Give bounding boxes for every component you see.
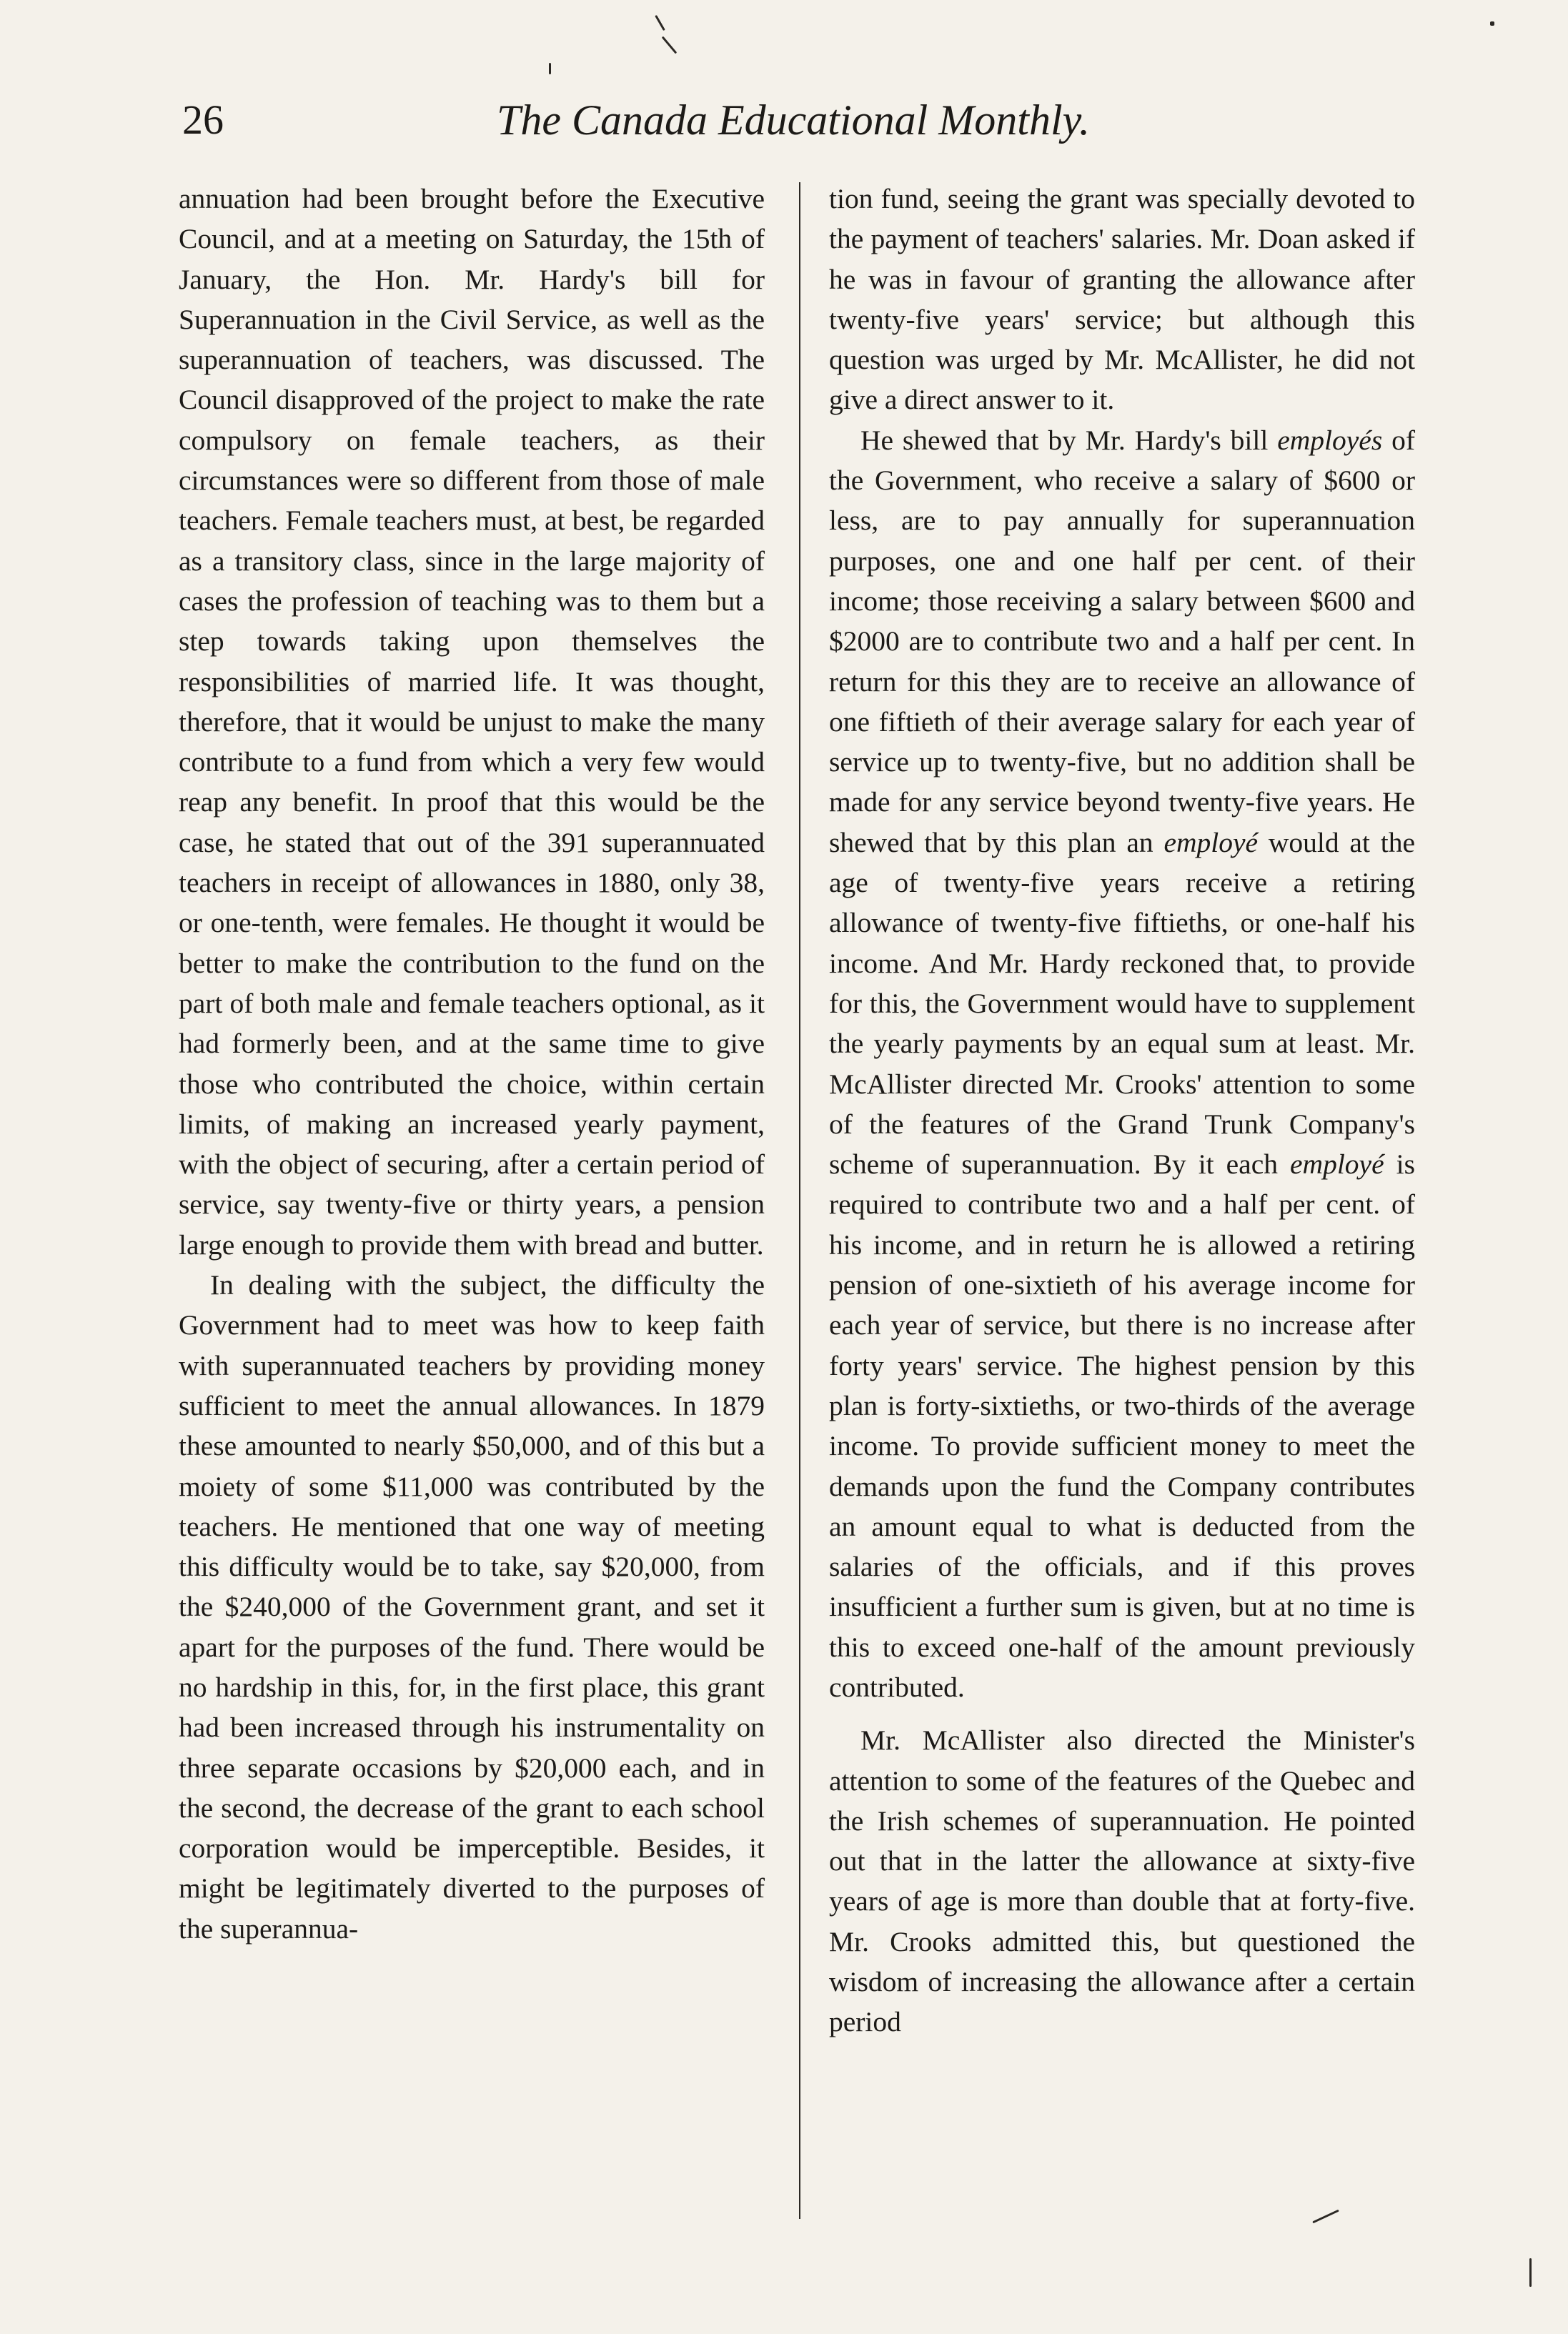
running-title: The Canada Educational Monthly. [497, 96, 1090, 144]
paragraph: In dealing with the subject, the difficulty the Government had to meet was how to keep faith with superannuated teachers by providing money sufficient to meet the annual allowances. In 1879 these amounted to nearly $50,000, and of this but a moiety of some $11,000 was contributed by the teachers. He mentioned that one way of meeting this difficulty would be to take, say $20,000, from the $240,000 of the Government grant, and set it apart for the purposes of the fund. There would be no hardship in this, for, in the first place, this grant had been increased through his instrumentality on three separate occasions by $20,000 each, and in the second, the decrease of the grant to each school corporation would be imperceptible. Besides, it might be legitimately diverted to the purposes of the superannua- [179, 1269, 765, 1945]
scan-mark [655, 15, 665, 31]
paragraph: Mr. McAllister also directed the Minister's attention to some of the features of the Quebec and the Irish schemes of superannuation. He pointed out that in the latter the allowance at sixty-five years of age is more than double that at forty-five. Mr. Crooks admitted this, but questioned the wisdom of increasing the allowance after a certain period [829, 1724, 1415, 2038]
scan-mark [1312, 2210, 1339, 2224]
text-run: would at the age of twenty-five years receive a retiring allowance of twenty-five fiftieths, or one-half his income. And Mr. Hardy reckoned that, to provide for this, the Government would have to supplement the yearly payments by an equal sum at least. Mr. McAllister directed Mr. Crooks' attention to some of the features of the Grand Trunk Company's scheme of superannuation. By it each [829, 826, 1415, 1181]
scan-mark [1529, 2258, 1532, 2287]
scan-mark [549, 63, 551, 74]
paragraph: tion fund, seeing the grant was specially devoted to the payment of teachers' salaries. Mr. Doan asked if he was in favour of granting the allowance after twenty-five years' service; but although this question was urged by Mr. McAllister, he did not give a direct answer to it. [829, 183, 1415, 416]
right-column [829, 179, 1415, 2042]
page-header [182, 91, 1419, 163]
column-divider [799, 182, 800, 2219]
scan-mark [662, 36, 678, 54]
text-run: of the Government, who receive a salary of $600 or less, are to pay annually for superannuation purposes, one and one half per cent. of their income; those receiving a salary between $600 and $2000 are to contribute two and a half per cent. In return for this they are to receive an allowance of one fiftieth of their average salary for each year of service up to twenty-five, but no addition shall be made for any service beyond twenty-five years. He shewed that by this plan an [829, 424, 1415, 858]
left-column [179, 179, 765, 1949]
text-run: He shewed that by Mr. Hardy's bill [860, 424, 1278, 456]
text-run: is required to contribute two and a half per cent. of his income, and in return he is allowed a retiring pension of one-sixtieth of his average income for each year of service, but there is no increase after forty years' service. The highest pension by this plan is forty-sixtieths, or two-thirds of the average income. To provide sufficient money to meet the demands upon the fund the Company contributes an amount equal to what is deducted from the salaries of the officials, and if this proves insufficient a further sum is given, but at no time is this to exceed one-half of the amount previously contributed. [829, 1148, 1415, 1703]
italic-term: employés [1277, 424, 1383, 456]
paragraph: annuation had been brought before the Executive Council, and at a meeting on Saturday, the 15th of January, the Hon. Mr. Hardy's bill for Superannuation in the Civil Service, as well as the superannuation of teachers, was discussed. The Council disapproved of the project to make the rate compulsory on female teachers, as their circumstances were so different from those of male teachers. Female teachers must, at best, be regarded as a transitory class, since in the large majority of cases the profession of teaching was to them but a step towards taking upon themselves the responsibilities of married life. It was thought, therefore, that it would be unjust to make the many contribute to a fund from which a very few would reap any benefit. In proof that this would be the case, he stated that out of the 391 superannuated teachers in receipt of allowances in 1880, only 38, or one-tenth, were females. He thought it would be better to make the contribution to the fund on the part of both male and female teachers optional, as it had formerly been, and at the same time to give those who contributed the choice, within certain limits, of making an increased yearly payment, with the object of securing, after a certain period of service, say twenty-five or thirty years, a pension large enough to provide them with bread and butter. [179, 183, 765, 1261]
page-number: 26 [182, 96, 224, 143]
scan-mark [1490, 21, 1494, 26]
italic-term: employé [1163, 826, 1259, 858]
paragraph [829, 420, 1415, 1708]
italic-term: employé [1290, 1148, 1384, 1181]
